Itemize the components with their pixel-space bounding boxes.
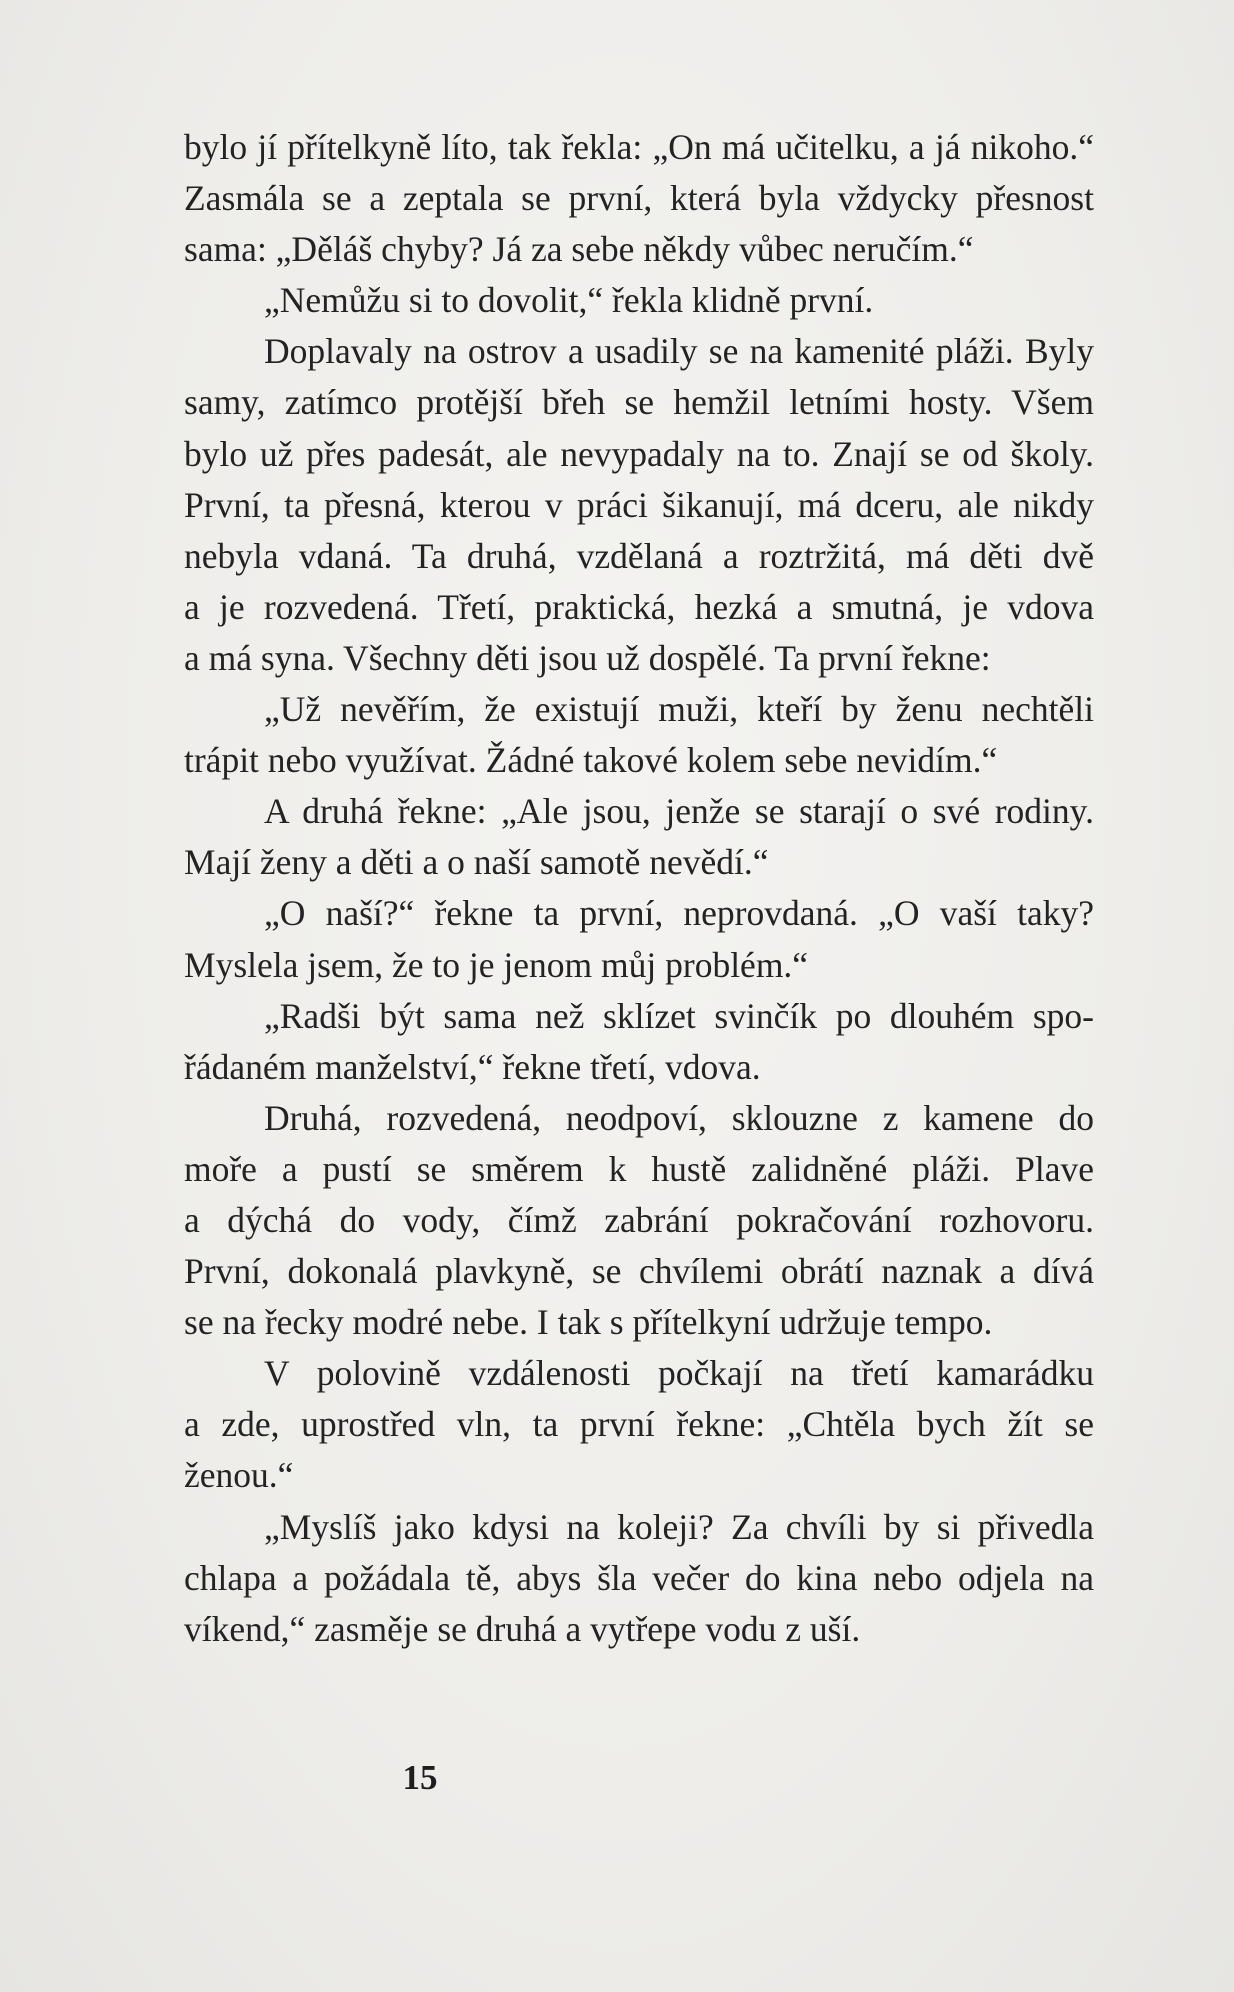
text-line: víkend,“ zasměje se druhá a vytřepe vodu z uší. [184,1608,861,1649]
text-line: řádaném manželství,“ řekne třetí, vdova. [184,1046,761,1087]
text-line: a je rozvedená. Třetí, praktická, hezká a smutná, je vdova [184,586,1094,627]
text-line: Druhá, rozvedená, neodpoví, sklouzne z kamene do [264,1097,1094,1138]
text-line: Doplavaly na ostrov a usadily se na kamenité pláži. Byly [264,331,1094,372]
text-line: První, dokonalá plavkyně, se chvílemi obrátí naznak a dívá [184,1251,1094,1292]
text-line: „Radši být sama než sklízet svinčík po dlouhém spo- [264,995,1094,1036]
text-line: a zde, uprostřed vln, ta první řekne: „Chtěla bych žít se [184,1404,1094,1445]
text-line: bylo jí přítelkyně líto, tak řekla: „On má učitelku, a já nikoho.“ [184,127,1094,167]
text-line: a dýchá do vody, čímž zabrání pokračování rozhovoru. [184,1199,1094,1240]
body-text [184,122,1094,1655]
text-line: trápit nebo využívat. Žádné takové kolem sebe nevidím.“ [184,740,998,781]
text-line: nebyla vdaná. Ta druhá, vzdělaná a roztržitá, má děti dvě [184,535,1094,576]
text-line: moře a pustí se směrem k hustě zalidněné pláži. Plave [184,1148,1094,1189]
text-line: A druhá řekne: „Ale jsou, jenže se starají o své rodiny. [264,791,1094,832]
text-line: „Myslíš jako kdysi na koleji? Za chvíli by si přivedla [264,1506,1094,1547]
text-line: sama: „Děláš chyby? Já za sebe někdy vůbec neručím.“ [184,229,974,270]
text-line: a má syna. Všechny děti jsou už dospělé. Ta první řekne: [184,637,991,678]
text-line: „Nemůžu si to dovolit,“ řekla klidně první. [264,280,874,321]
text-line: samy, zatímco protější břeh se hemžil letními hosty. Všem [184,382,1094,423]
text-line: chlapa a požádala tě, abys šla večer do kina nebo odjela na [184,1557,1094,1598]
text-line: První, ta přesná, kterou v práci šikanují, má dceru, ale nikdy [184,484,1094,525]
text-line: „O naší?“ řekne ta první, neprovdaná. „O vaší taky? [264,893,1094,934]
text-line: Myslela jsem, že to je jenom můj problém.“ [184,944,809,985]
page-number: 15 [402,1758,438,1797]
text-line: se na řecky modré nebe. I tak s přítelkyní udržuje tempo. [184,1302,993,1343]
text-line: Zasmála se a zeptala se první, která byla vždycky přesnost [184,178,1094,219]
text-line: bylo už přes padesát, ale nevypadaly na to. Znají se od školy. [184,433,1094,474]
text-line: Mají ženy a děti a o naší samotě nevědí.“ [184,842,769,883]
text-line: ženou.“ [184,1455,294,1496]
text-line: V polovině vzdálenosti počkají na třetí kamarádku [264,1353,1094,1394]
text-line: „Už nevěřím, že existují muži, kteří by ženu nechtěli [264,689,1094,730]
